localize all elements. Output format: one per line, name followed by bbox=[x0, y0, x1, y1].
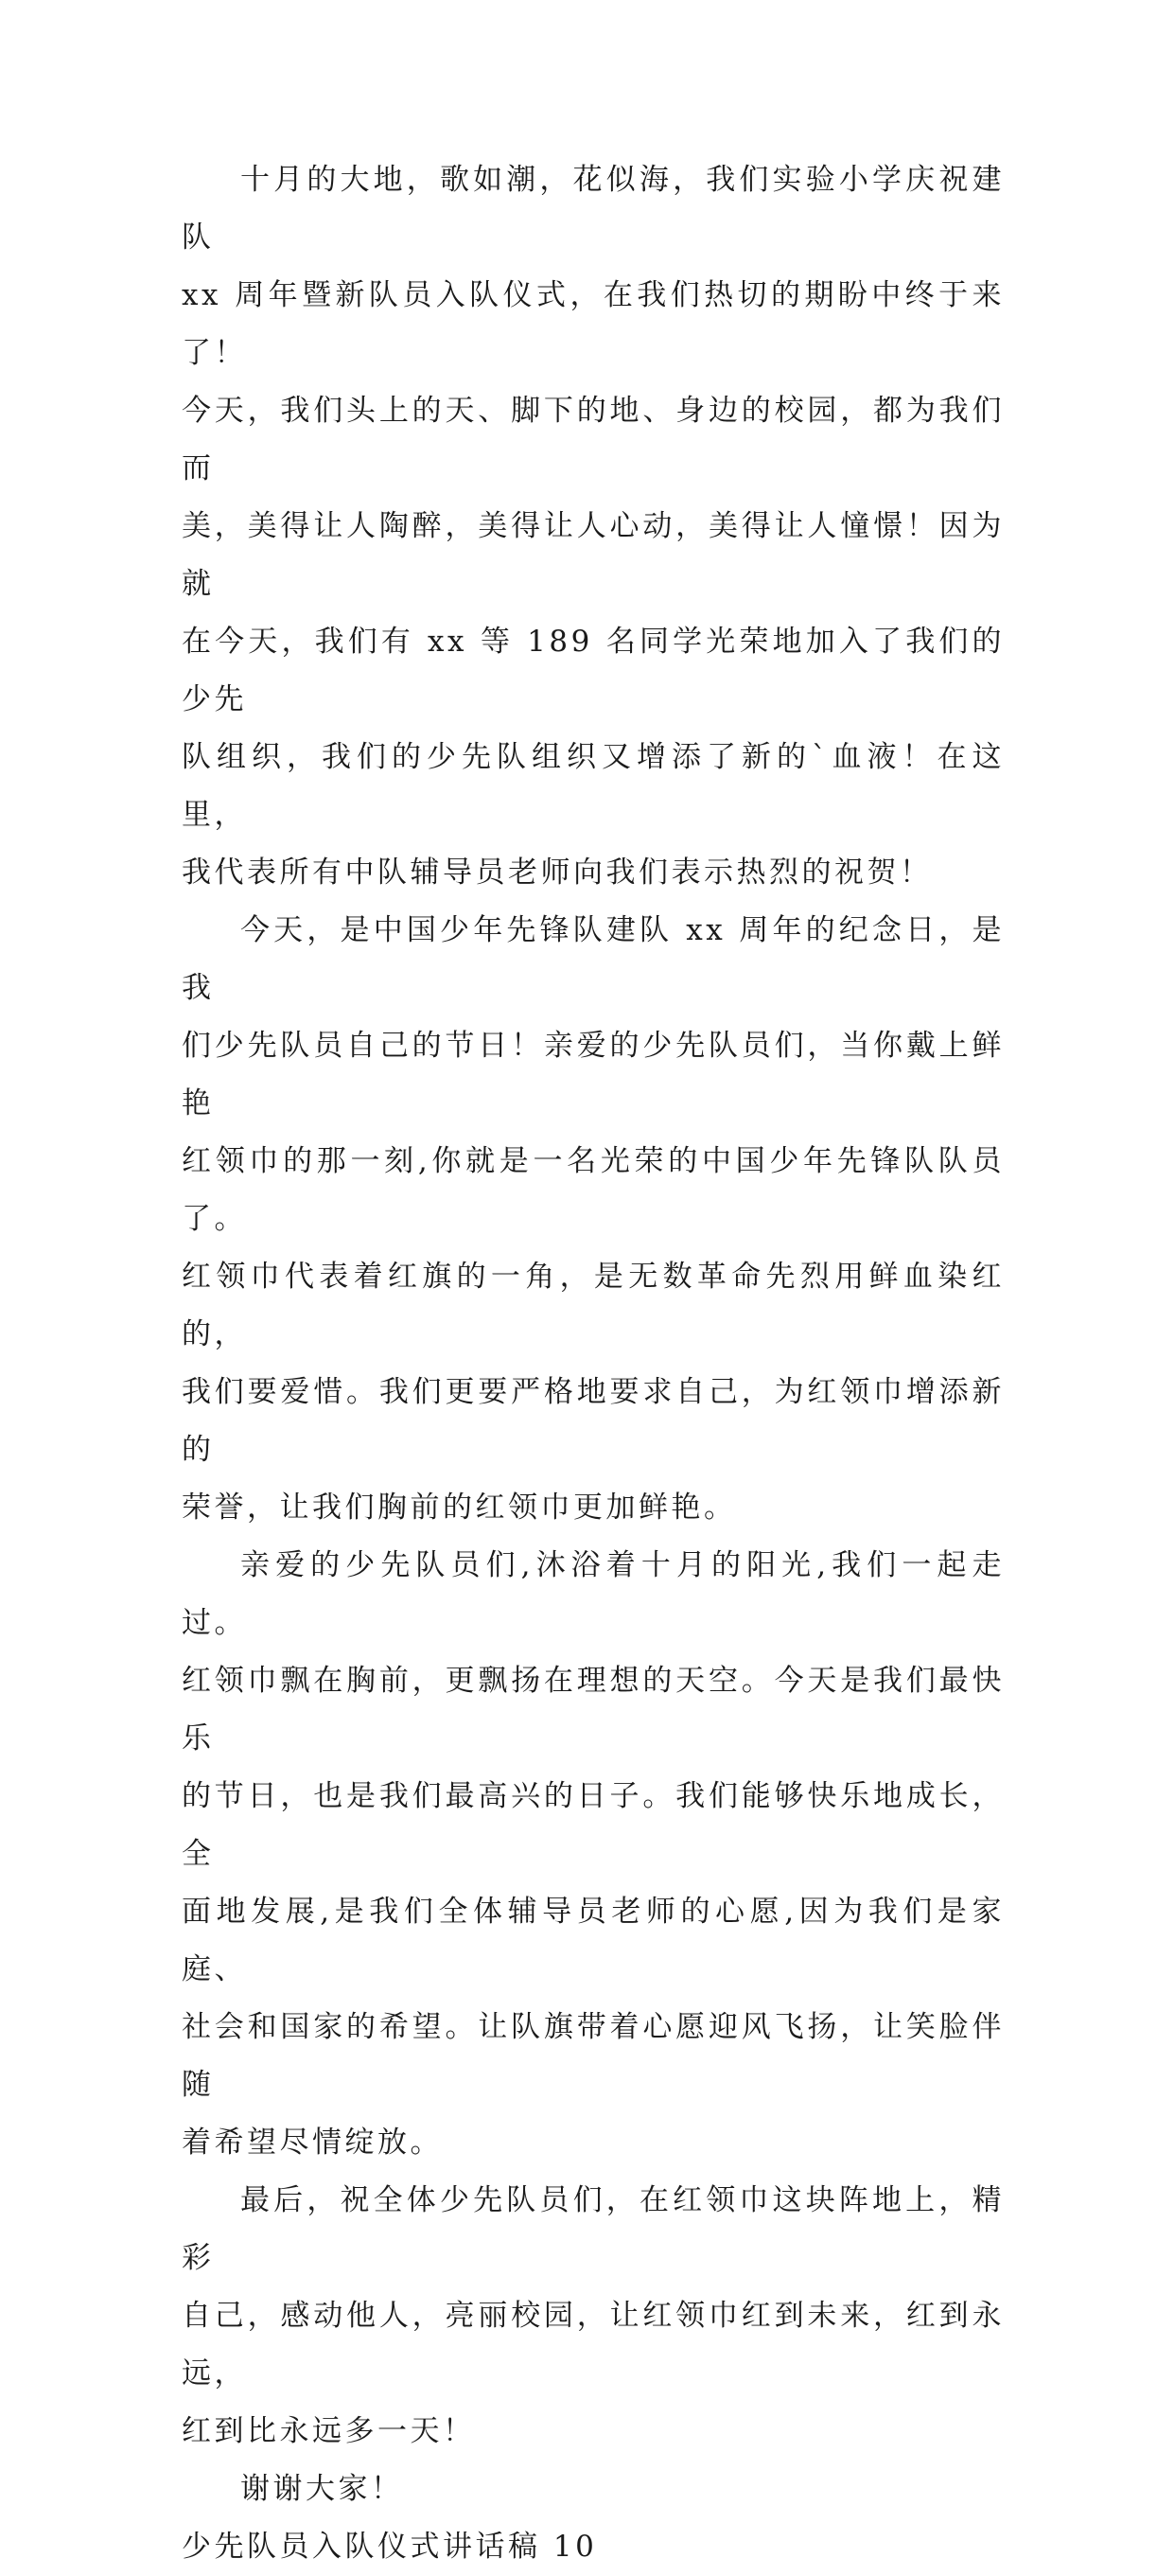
text-line: 在今天，我们有 xx 等 189 名同学光荣地加入了我们的少先 bbox=[182, 625, 1005, 716]
paragraph-3 bbox=[182, 1537, 1005, 2172]
text-line: 我代表所有中队辅导员老师向我们表示热烈的祝贺！ bbox=[182, 856, 933, 890]
text-line: 着希望尽情绽放。 bbox=[182, 2126, 443, 2160]
text-line: 红领巾的那一刻,你就是一名光荣的中国少年先锋队队员了。 bbox=[182, 1144, 1005, 1236]
text-line: 我们要爱惜。我们更要严格地要求自己，为红领巾增添新的 bbox=[182, 1375, 1005, 1467]
paragraph-4 bbox=[182, 2172, 1005, 2461]
text-line: 红到比永远多一天！ bbox=[182, 2414, 476, 2448]
paragraph-1 bbox=[182, 151, 1005, 902]
text-line: 们少先队员自己的节日！亲爱的少先队员们，当你戴上鲜艳 bbox=[182, 1029, 1005, 1120]
heading-text: 少先队员入队仪式讲话稿 10 bbox=[182, 2530, 598, 2564]
text-line: 亲爱的少先队员们,沐浴着十月的阳光,我们一起走过。 bbox=[182, 1548, 1005, 1640]
text-line: 今天，是中国少年先锋队建队 xx 周年的纪念日，是我 bbox=[182, 913, 1005, 1005]
paragraph-5 bbox=[182, 2461, 1005, 2518]
text-line: 队组织，我们的少先队组织又增添了新的`血液！在这里， bbox=[182, 740, 1005, 832]
speech-body bbox=[182, 151, 1005, 2576]
paragraph-2 bbox=[182, 902, 1005, 1537]
text-line: 最后，祝全体少先队员们，在红领巾这块阵地上，精彩 bbox=[182, 2183, 1005, 2275]
text-line: 今天，我们头上的天、脚下的地、身边的校园，都为我们而 bbox=[182, 394, 1005, 485]
text-line: 红领巾飘在胸前，更飘扬在理想的天空。今天是我们最快乐 bbox=[182, 1664, 1005, 1756]
text-line: 谢谢大家！ bbox=[240, 2472, 404, 2506]
text-line: 美，美得让人陶醉，美得让人心动，美得让人憧憬！因为就 bbox=[182, 509, 1005, 601]
text-line: 十月的大地，歌如潮，花似海，我们实验小学庆祝建队 bbox=[182, 163, 1005, 255]
text-line: 自己，感动他人，亮丽校园，让红领巾红到未来，红到永远， bbox=[182, 2299, 1005, 2391]
text-line: xx 周年暨新队员入队仪式，在我们热切的期盼中终于来了！ bbox=[182, 278, 1005, 370]
text-line: 红领巾代表着红旗的一角，是无数革命先烈用鲜血染红的， bbox=[182, 1260, 1005, 1351]
text-line: 社会和国家的希望。让队旗带着心愿迎风飞扬，让笑脸伴随 bbox=[182, 2010, 1005, 2102]
text-line: 荣誉，让我们胸前的红领巾更加鲜艳。 bbox=[182, 1491, 737, 1525]
next-section-heading bbox=[182, 2518, 1005, 2576]
text-line: 的节日，也是我们最高兴的日子。我们能够快乐地成长，全 bbox=[182, 1779, 1005, 1871]
text-line: 面地发展,是我们全体辅导员老师的心愿,因为我们是家庭、 bbox=[182, 1895, 1005, 1986]
